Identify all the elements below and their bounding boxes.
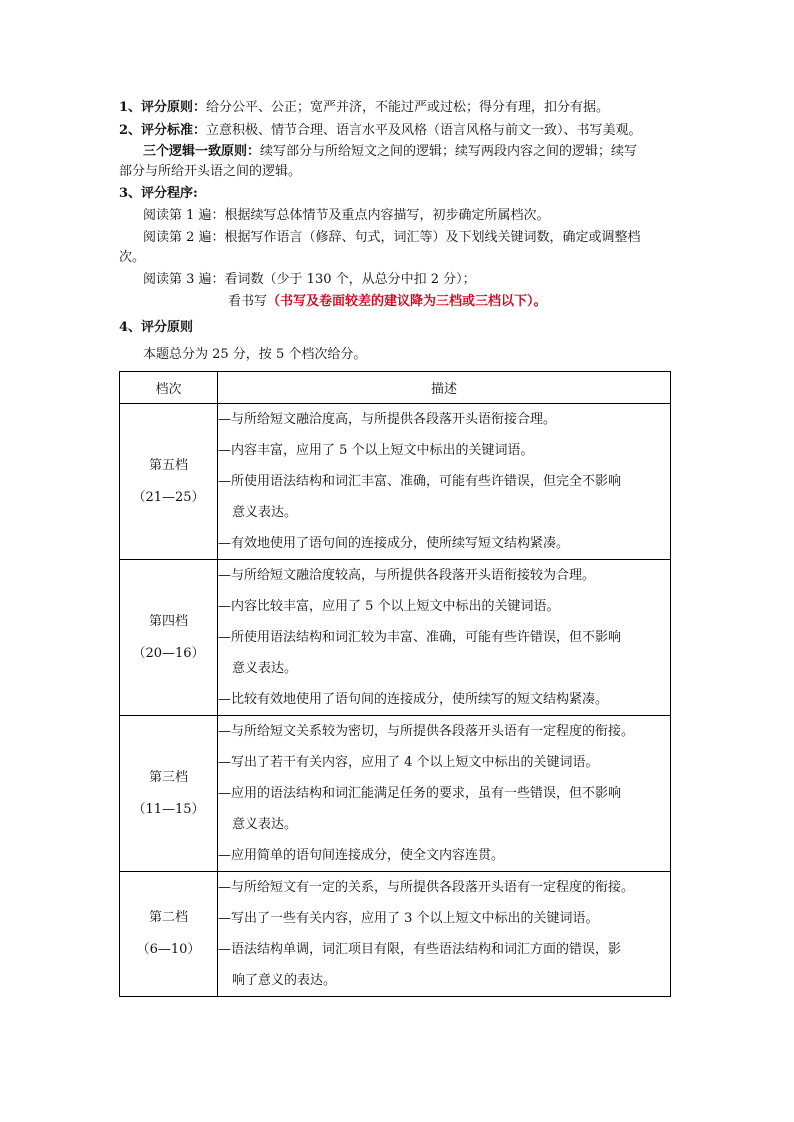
- section-3-label: 3、评分程序:: [119, 186, 198, 201]
- description-cell: [218, 872, 671, 997]
- description-item: —所使用语法结构和词汇较为丰富、准确，可能有些许错误，但不影响 意义表达。: [218, 630, 622, 676]
- reading-2: 阅读第 2 遍：根据写作语言（修辞、句式，词汇等）及下划线关键词数，确定或调整档: [143, 230, 641, 245]
- description-cell: [218, 404, 671, 560]
- description-item: —与所给短文融洽度高，与所提供各段落开头语衔接合理。: [218, 412, 557, 427]
- section-2-text: 立意积极、情节合理、语言水平及风格（语言风格与前文一致）、书写美观。: [206, 123, 642, 138]
- section-2: [119, 121, 642, 141]
- description-item: —写出了一些有关内容，应用了 3 个以上短文中标出的关键词语。: [218, 911, 599, 926]
- description-item: —内容比较丰富，应用了 5 个以上短文中标出的关键词语。: [218, 599, 560, 614]
- level-cell: [120, 560, 218, 716]
- table-row: [120, 872, 671, 997]
- level-cell: [120, 404, 218, 560]
- section-1-label: 1、评分原则：: [119, 100, 207, 115]
- level-range: （6—10）: [136, 942, 201, 957]
- level-range: （21—25）: [132, 489, 205, 505]
- section-1: [119, 98, 609, 118]
- level-range: （11—15）: [132, 801, 205, 817]
- handwriting-note: （书写及卷面较差的建议降为三档或三档以下）。: [267, 294, 547, 309]
- reading-2-cont: 次。: [119, 250, 146, 265]
- logic-principle-label: 三个逻辑一致原则：: [143, 144, 261, 159]
- level-cell: [120, 872, 218, 997]
- header-description: 描述: [218, 372, 671, 404]
- logic-principle-cont: 部分与所给开头语之间的逻辑。: [119, 164, 302, 179]
- description-item: —有效地使用了语句间的连接成分，使所续写短文结构紧凑。: [218, 536, 570, 551]
- section-2-label: 2、评分标准：: [119, 123, 207, 138]
- table-row: [120, 560, 671, 716]
- logic-principle-text: 续写部分与所给短文之间的逻辑；续写两段内容之间的逻辑；续写: [260, 144, 638, 159]
- description-cell: [218, 560, 671, 716]
- reading-3-handwriting: [228, 292, 547, 312]
- description-item: —比较有效地使用了语句间的连接成分，使所续写的短文结构紧凑。: [218, 692, 609, 707]
- header-level: 档次: [120, 372, 218, 404]
- description-item: —内容丰富，应用了 5 个以上短文中标出的关键词语。: [218, 443, 534, 458]
- level-name: 第二档: [148, 910, 188, 925]
- description-item: —语法结构单调，词汇项目有限，有些语法结构和词汇方面的错误，影 响了意义的表达。: [218, 942, 622, 988]
- handwriting-text: 看书写: [228, 294, 268, 309]
- description-item: —应用简单的语句间连接成分，使全文内容连贯。: [218, 848, 505, 863]
- description-item: —与所给短文有一定的关系，与所提供各段落开头语有一定程度的衔接。: [218, 880, 635, 895]
- description-item: —所使用语法结构和词汇丰富、准确，可能有些许错误，但完全不影响 意义表达。: [218, 474, 622, 520]
- section-4-intro: 本题总分为 25 分，按 5 个档次给分。: [143, 347, 367, 362]
- table-header-row: [120, 372, 671, 404]
- level-name: 第五档: [148, 457, 188, 473]
- description-item: —与所给短文关系较为密切，与所提供各段落开头语有一定程度的衔接。: [218, 724, 635, 739]
- logic-principle: [143, 142, 637, 162]
- level-range: （20—16）: [132, 645, 205, 661]
- description-item: —写出了若干有关内容，应用了 4 个以上短文中标出的关键词语。: [218, 755, 599, 770]
- level-cell: [120, 716, 218, 872]
- grading-table: [119, 371, 671, 997]
- level-name: 第三档: [148, 769, 188, 785]
- description-item: —与所给短文融洽度较高，与所提供各段落开头语衔接较为合理。: [218, 568, 596, 583]
- description-item: —应用的语法结构和词汇能满足任务的要求，虽有一些错误，但不影响 意义表达。: [218, 786, 622, 832]
- description-cell: [218, 716, 671, 872]
- table-row: [120, 404, 671, 560]
- reading-3: 阅读第 3 遍：看词数（少于 130 个，从总分中扣 2 分）；: [143, 272, 476, 287]
- section-4-label: 4、评分原则: [119, 320, 194, 335]
- reading-1: 阅读第 1 遍：根据续写总体情节及重点内容描写，初步确定所属档次。: [143, 208, 550, 223]
- section-1-text: 给分公平、公正；宽严并济，不能过严或过松；得分有理，扣分有据。: [206, 100, 610, 115]
- table-row: [120, 716, 671, 872]
- level-name: 第四档: [148, 613, 188, 629]
